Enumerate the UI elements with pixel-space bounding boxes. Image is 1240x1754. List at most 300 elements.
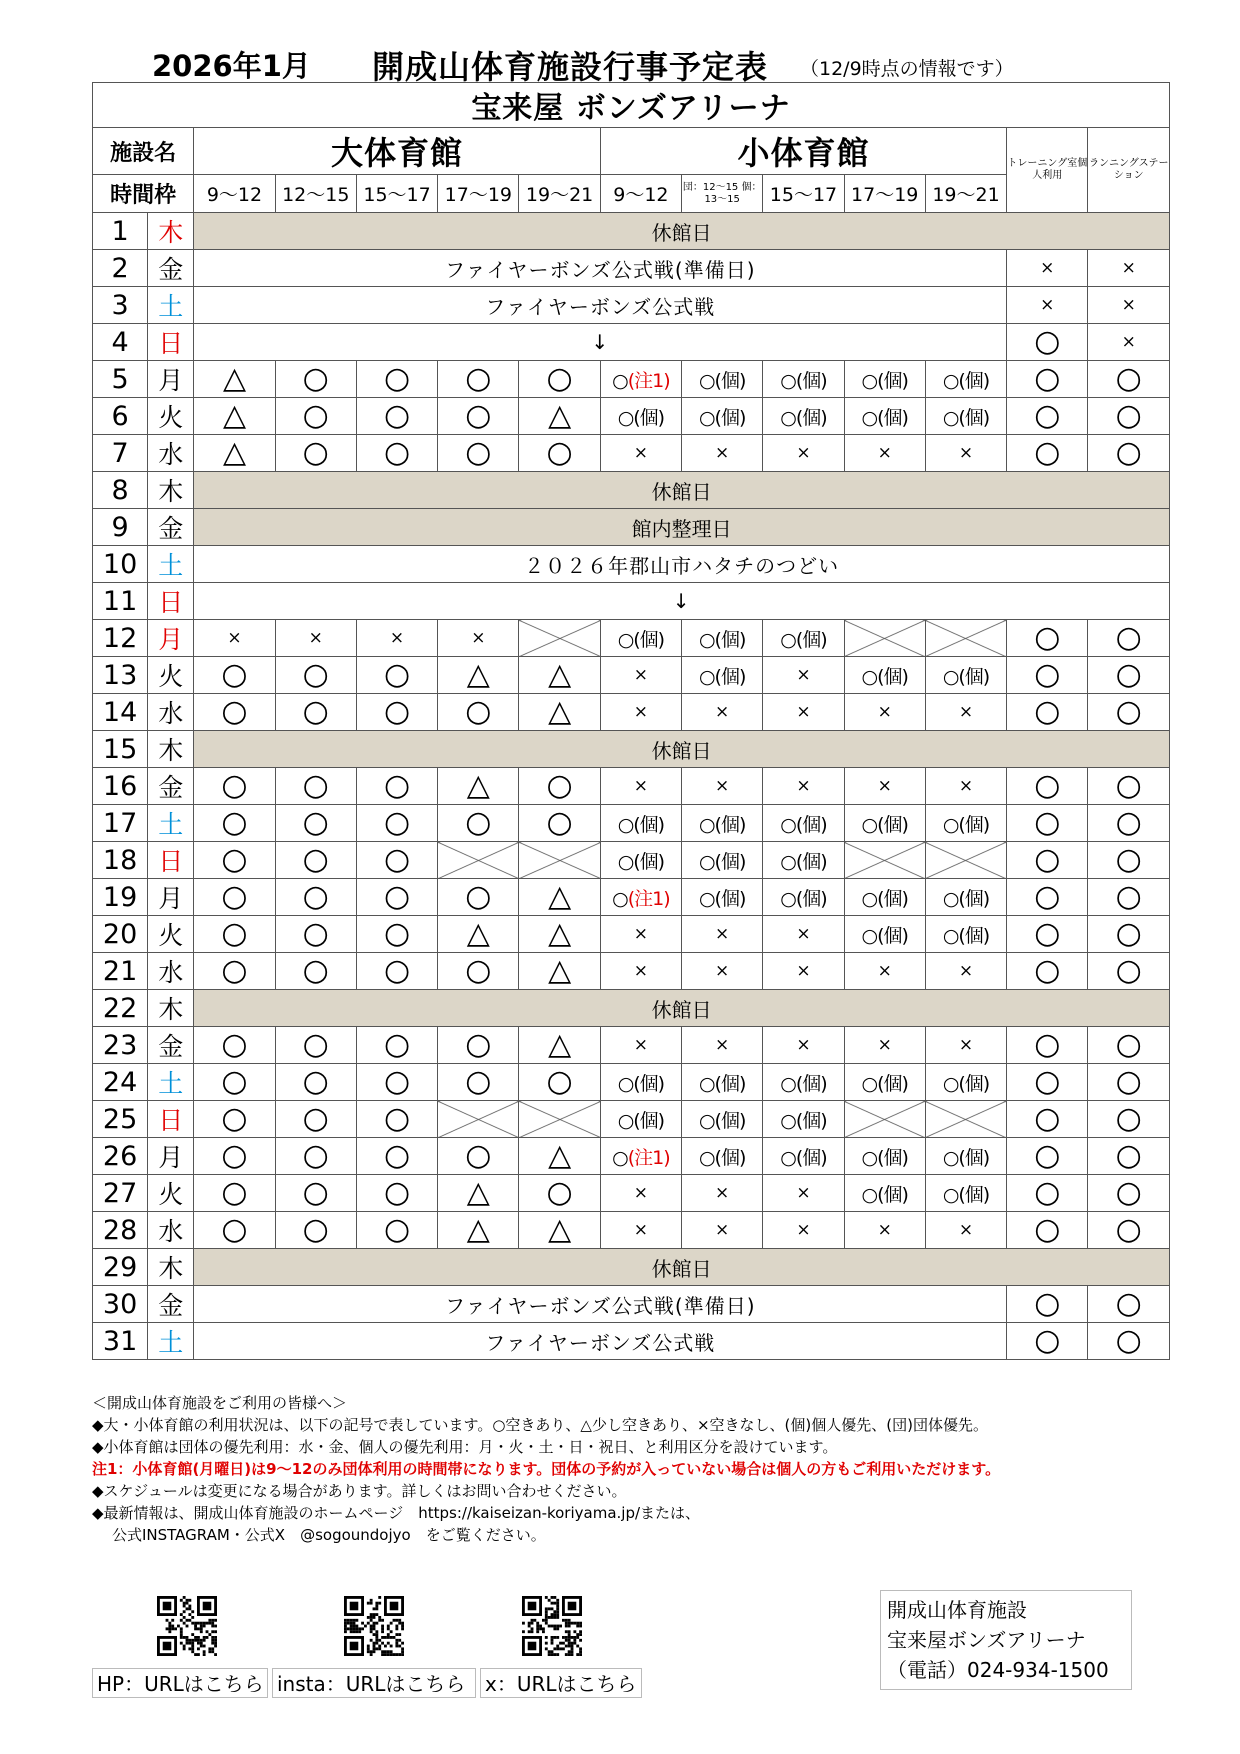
day-of-week: 月 bbox=[148, 620, 194, 657]
day-of-week: 日 bbox=[148, 324, 194, 361]
big-hall-header: 大体育館 bbox=[194, 128, 600, 175]
status-cell: ○(個) bbox=[682, 657, 763, 694]
status-cell: ○ bbox=[356, 1101, 437, 1138]
day-row bbox=[93, 583, 1170, 620]
status-cell: ○ bbox=[194, 768, 275, 805]
status-cell: ○ bbox=[194, 1212, 275, 1249]
day-number: 2 bbox=[93, 250, 148, 287]
day-row bbox=[93, 805, 1170, 842]
status-cell: ○ bbox=[356, 805, 437, 842]
day-row bbox=[93, 953, 1170, 990]
status-cell: ○(個) bbox=[844, 1138, 925, 1175]
status-cell: × bbox=[682, 953, 763, 990]
venue-name: 宝来屋 ボンズアリーナ bbox=[93, 83, 1170, 128]
day-number: 15 bbox=[93, 731, 148, 768]
status-cell: ○ bbox=[194, 1175, 275, 1212]
qr-code-icon bbox=[522, 1596, 582, 1656]
status-cell: ○ bbox=[275, 879, 356, 916]
status-cell: ○ bbox=[275, 435, 356, 472]
unavailable-cell bbox=[844, 620, 925, 657]
day-of-week: 火 bbox=[148, 916, 194, 953]
event-cell: ↓ bbox=[194, 583, 1170, 620]
note-marker: (注1) bbox=[627, 369, 670, 392]
status-cell: ○ bbox=[1007, 953, 1088, 990]
status-cell: ○(個) bbox=[682, 1101, 763, 1138]
status-cell: ○ bbox=[194, 953, 275, 990]
day-of-week: 金 bbox=[148, 768, 194, 805]
status-cell: × bbox=[600, 1212, 681, 1249]
qr-code-insta[interactable] bbox=[344, 1596, 404, 1656]
status-cell: × bbox=[763, 657, 844, 694]
unavailable-cell bbox=[844, 1101, 925, 1138]
notes-heading: ＜開成山体育施設をご利用の皆様へ＞ bbox=[92, 1394, 348, 1412]
unavailable-cell bbox=[925, 1101, 1006, 1138]
status-cell: ○ bbox=[356, 1175, 437, 1212]
status-cell: ○ bbox=[1007, 805, 1088, 842]
day-row bbox=[93, 842, 1170, 879]
small-slot-header: 団：12～15 個：13～15 bbox=[682, 175, 763, 213]
status-cell: ○(個) bbox=[844, 1175, 925, 1212]
status-cell: × bbox=[844, 768, 925, 805]
status-cell: ○ bbox=[1088, 1064, 1170, 1101]
day-number: 28 bbox=[93, 1212, 148, 1249]
notes-line: ◆スケジュールは変更になる場合があります。詳しくはお問い合わせください。 bbox=[92, 1482, 627, 1500]
status-cell: △ bbox=[519, 1027, 600, 1064]
title-main: 開成山体育施設行事予定表 bbox=[372, 48, 769, 86]
status-cell: ○(個) bbox=[682, 1138, 763, 1175]
day-row bbox=[93, 472, 1170, 509]
day-number: 8 bbox=[93, 472, 148, 509]
status-cell: × bbox=[682, 435, 763, 472]
day-row bbox=[93, 287, 1170, 324]
day-number: 3 bbox=[93, 287, 148, 324]
status-cell: ○ bbox=[1007, 324, 1088, 361]
day-number: 23 bbox=[93, 1027, 148, 1064]
status-cell: ○ bbox=[194, 916, 275, 953]
schedule-table bbox=[92, 82, 1170, 1360]
status-cell-note1: ○(注1) bbox=[600, 879, 681, 916]
status-cell: ○ bbox=[356, 694, 437, 731]
day-of-week: 土 bbox=[148, 287, 194, 324]
day-of-week: 月 bbox=[148, 361, 194, 398]
qr-code-hp[interactable] bbox=[157, 1596, 217, 1656]
event-cell: ファイヤーボンズ公式戦 bbox=[194, 287, 1007, 324]
closed-cell: 休館日 bbox=[194, 731, 1170, 768]
day-row bbox=[93, 1286, 1170, 1323]
status-cell: × bbox=[844, 953, 925, 990]
status-cell: ○(個) bbox=[763, 879, 844, 916]
day-number: 1 bbox=[93, 213, 148, 250]
status-cell: ○ bbox=[1007, 916, 1088, 953]
closed-cell: 休館日 bbox=[194, 990, 1170, 1027]
status-cell: ○(個) bbox=[682, 398, 763, 435]
status-cell: △ bbox=[194, 398, 275, 435]
status-cell: ○ bbox=[356, 916, 437, 953]
status-cell: ○ bbox=[275, 1101, 356, 1138]
status-cell: ○ bbox=[275, 657, 356, 694]
day-row bbox=[93, 620, 1170, 657]
status-cell: △ bbox=[438, 1212, 519, 1249]
unavailable-cell bbox=[519, 1101, 600, 1138]
status-cell: × bbox=[682, 768, 763, 805]
status-cell: ○(個) bbox=[682, 879, 763, 916]
status-cell: ○ bbox=[519, 1175, 600, 1212]
day-row bbox=[93, 1064, 1170, 1101]
big-slot-header: 19～21 bbox=[519, 175, 600, 213]
status-cell: × bbox=[844, 435, 925, 472]
status-cell: ○ bbox=[275, 805, 356, 842]
status-cell: ○ bbox=[438, 1138, 519, 1175]
day-of-week: 月 bbox=[148, 879, 194, 916]
status-cell: ○ bbox=[275, 398, 356, 435]
day-row bbox=[93, 1027, 1170, 1064]
status-cell: ○ bbox=[1088, 1286, 1170, 1323]
day-number: 14 bbox=[93, 694, 148, 731]
day-of-week: 水 bbox=[148, 435, 194, 472]
status-cell: × bbox=[600, 694, 681, 731]
status-cell: × bbox=[925, 1212, 1006, 1249]
status-cell: ○ bbox=[275, 842, 356, 879]
status-cell: ○ bbox=[1007, 1212, 1088, 1249]
day-of-week: 月 bbox=[148, 1138, 194, 1175]
time-label: 時間枠 bbox=[93, 175, 194, 213]
status-cell: ○ bbox=[519, 805, 600, 842]
status-cell: × bbox=[682, 1175, 763, 1212]
status-cell: ○ bbox=[1088, 768, 1170, 805]
status-cell: ○ bbox=[1007, 1027, 1088, 1064]
day-number: 11 bbox=[93, 583, 148, 620]
status-cell: ○(個) bbox=[600, 620, 681, 657]
status-cell: ○ bbox=[275, 1212, 356, 1249]
status-cell: ○(個) bbox=[763, 620, 844, 657]
status-cell: ○(個) bbox=[925, 1175, 1006, 1212]
status-cell: △ bbox=[438, 916, 519, 953]
closed-cell: 休館日 bbox=[194, 472, 1170, 509]
status-cell: ○(個) bbox=[763, 1064, 844, 1101]
status-cell: △ bbox=[194, 361, 275, 398]
status-cell: ○ bbox=[1007, 768, 1088, 805]
day-of-week: 火 bbox=[148, 1175, 194, 1212]
day-row bbox=[93, 546, 1170, 583]
status-cell: ○ bbox=[194, 1138, 275, 1175]
status-cell: × bbox=[844, 1027, 925, 1064]
status-cell: ○ bbox=[1007, 361, 1088, 398]
status-cell: ○ bbox=[1088, 1175, 1170, 1212]
status-cell: ○ bbox=[194, 879, 275, 916]
day-row bbox=[93, 1175, 1170, 1212]
day-number: 20 bbox=[93, 916, 148, 953]
status-cell: ○ bbox=[356, 1212, 437, 1249]
unavailable-cell bbox=[438, 842, 519, 879]
status-cell: △ bbox=[194, 435, 275, 472]
contact-phone: （電話）024-934-1500 bbox=[887, 1658, 1109, 1682]
status-cell: ○ bbox=[275, 1175, 356, 1212]
qr-label-insta[interactable]: insta：URLはこちら bbox=[272, 1668, 476, 1698]
title-month: 2026年1月 bbox=[152, 49, 311, 83]
day-number: 18 bbox=[93, 842, 148, 879]
small-slot-header: 17～19 bbox=[844, 175, 925, 213]
day-of-week: 金 bbox=[148, 1286, 194, 1323]
unavailable-cell bbox=[925, 842, 1006, 879]
event-cell: ファイヤーボンズ公式戦(準備日) bbox=[194, 250, 1007, 287]
status-cell: ○(個) bbox=[844, 879, 925, 916]
day-number: 9 bbox=[93, 509, 148, 546]
day-row bbox=[93, 1249, 1170, 1286]
day-of-week: 土 bbox=[148, 1064, 194, 1101]
status-cell: ○(個) bbox=[925, 805, 1006, 842]
status-cell: × bbox=[600, 657, 681, 694]
status-cell: ○ bbox=[1088, 657, 1170, 694]
status-cell: ○ bbox=[356, 361, 437, 398]
status-cell: × bbox=[925, 768, 1006, 805]
status-cell: △ bbox=[519, 953, 600, 990]
day-of-week: 木 bbox=[148, 990, 194, 1027]
day-number: 6 bbox=[93, 398, 148, 435]
status-cell: ○ bbox=[1007, 1323, 1088, 1360]
day-number: 21 bbox=[93, 953, 148, 990]
notes-line-social: 公式INSTAGRAM・公式X @sogoundojyo をご覧ください。 bbox=[112, 1526, 546, 1544]
day-of-week: 水 bbox=[148, 1212, 194, 1249]
status-cell: ○ bbox=[275, 916, 356, 953]
status-cell: × bbox=[600, 1175, 681, 1212]
big-slot-header: 17～19 bbox=[438, 175, 519, 213]
day-number: 16 bbox=[93, 768, 148, 805]
day-row bbox=[93, 990, 1170, 1027]
day-number: 30 bbox=[93, 1286, 148, 1323]
small-hall-header: 小体育館 bbox=[600, 128, 1006, 175]
event-cell: ファイヤーボンズ公式戦 bbox=[194, 1323, 1007, 1360]
status-cell: ○ bbox=[1007, 1138, 1088, 1175]
day-number: 31 bbox=[93, 1323, 148, 1360]
day-number: 29 bbox=[93, 1249, 148, 1286]
status-cell: × bbox=[925, 1027, 1006, 1064]
status-cell: △ bbox=[438, 768, 519, 805]
status-cell: × bbox=[1088, 324, 1170, 361]
status-cell: ○ bbox=[275, 694, 356, 731]
status-cell: ○ bbox=[1007, 842, 1088, 879]
status-cell: ○ bbox=[275, 1138, 356, 1175]
status-cell: ○ bbox=[356, 398, 437, 435]
status-cell: ○ bbox=[1088, 1323, 1170, 1360]
status-cell: ○ bbox=[356, 435, 437, 472]
status-cell: ○(個) bbox=[925, 916, 1006, 953]
event-cell: ↓ bbox=[194, 324, 1007, 361]
day-of-week: 金 bbox=[148, 250, 194, 287]
day-row bbox=[93, 509, 1170, 546]
status-cell: △ bbox=[519, 916, 600, 953]
contact-box bbox=[880, 1590, 1132, 1690]
status-cell: × bbox=[194, 620, 275, 657]
status-cell: × bbox=[844, 694, 925, 731]
status-cell: △ bbox=[519, 1138, 600, 1175]
status-cell: ○ bbox=[194, 1064, 275, 1101]
status-cell-note1: ○(注1) bbox=[600, 361, 681, 398]
page-title bbox=[0, 40, 1240, 84]
status-cell: ○(個) bbox=[763, 805, 844, 842]
small-slot-header: 15～17 bbox=[763, 175, 844, 213]
status-cell: × bbox=[1088, 250, 1170, 287]
status-cell: × bbox=[925, 694, 1006, 731]
notes-section bbox=[92, 1392, 1212, 1546]
status-cell: × bbox=[682, 1027, 763, 1064]
status-cell: ○ bbox=[1088, 805, 1170, 842]
status-cell: ○ bbox=[194, 1027, 275, 1064]
day-of-week: 日 bbox=[148, 583, 194, 620]
day-of-week: 日 bbox=[148, 1101, 194, 1138]
day-row bbox=[93, 361, 1170, 398]
day-row bbox=[93, 731, 1170, 768]
status-cell: △ bbox=[519, 1212, 600, 1249]
status-cell: × bbox=[600, 1027, 681, 1064]
status-cell: ○ bbox=[1088, 361, 1170, 398]
status-cell: × bbox=[763, 694, 844, 731]
status-cell: ○ bbox=[1088, 842, 1170, 879]
day-row bbox=[93, 916, 1170, 953]
status-cell: ○(個) bbox=[682, 361, 763, 398]
status-cell: ○(個) bbox=[763, 398, 844, 435]
unavailable-cell bbox=[844, 842, 925, 879]
day-row bbox=[93, 694, 1170, 731]
qr-code-icon bbox=[344, 1596, 404, 1656]
qr-label-hp[interactable]: HP：URLはこちら bbox=[92, 1668, 268, 1698]
unavailable-cell bbox=[438, 1101, 519, 1138]
day-row bbox=[93, 324, 1170, 361]
status-cell: ○(個) bbox=[763, 842, 844, 879]
qr-code-x[interactable] bbox=[522, 1596, 582, 1656]
status-cell: ○ bbox=[1088, 435, 1170, 472]
status-cell: ○ bbox=[1007, 435, 1088, 472]
status-cell: × bbox=[763, 435, 844, 472]
status-cell: △ bbox=[438, 657, 519, 694]
status-cell: × bbox=[763, 1027, 844, 1064]
day-number: 10 bbox=[93, 546, 148, 583]
status-cell: △ bbox=[519, 879, 600, 916]
day-of-week: 土 bbox=[148, 546, 194, 583]
status-cell: ○ bbox=[356, 657, 437, 694]
day-number: 24 bbox=[93, 1064, 148, 1101]
day-of-week: 木 bbox=[148, 1249, 194, 1286]
status-cell: × bbox=[844, 1212, 925, 1249]
status-cell: ○ bbox=[356, 953, 437, 990]
big-slot-header: 15～17 bbox=[356, 175, 437, 213]
status-cell: ○ bbox=[438, 694, 519, 731]
status-cell: × bbox=[1007, 287, 1088, 324]
status-cell: ○ bbox=[356, 1027, 437, 1064]
status-cell: ○ bbox=[519, 1064, 600, 1101]
contact-facility: 開成山体育施設 bbox=[887, 1598, 1027, 1622]
status-cell: ○(個) bbox=[763, 361, 844, 398]
status-cell: ○ bbox=[1088, 916, 1170, 953]
day-row bbox=[93, 768, 1170, 805]
status-cell: ○ bbox=[356, 1138, 437, 1175]
status-cell: × bbox=[600, 768, 681, 805]
day-of-week: 水 bbox=[148, 953, 194, 990]
status-cell: ○ bbox=[519, 435, 600, 472]
day-of-week: 日 bbox=[148, 842, 194, 879]
day-row bbox=[93, 1101, 1170, 1138]
notes-line-note1: 注1：小体育館(月曜日)は9～12のみ団体利用の時間帯になります。団体の予約が入っていない場合は個人の方もご利用いただけます。 bbox=[92, 1460, 1001, 1478]
status-cell: ○(個) bbox=[763, 1138, 844, 1175]
status-cell: × bbox=[1088, 287, 1170, 324]
status-cell: × bbox=[925, 435, 1006, 472]
day-of-week: 火 bbox=[148, 657, 194, 694]
day-number: 19 bbox=[93, 879, 148, 916]
status-cell: × bbox=[682, 694, 763, 731]
status-cell: × bbox=[275, 620, 356, 657]
status-cell: ○ bbox=[1088, 1212, 1170, 1249]
status-cell: ○ bbox=[438, 398, 519, 435]
event-cell: ファイヤーボンズ公式戦(準備日) bbox=[194, 1286, 1007, 1323]
day-row bbox=[93, 398, 1170, 435]
closed-cell: 休館日 bbox=[194, 1249, 1170, 1286]
status-cell: ○ bbox=[1007, 620, 1088, 657]
status-cell: ○ bbox=[194, 842, 275, 879]
status-cell: ○ bbox=[1007, 398, 1088, 435]
status-cell: ○ bbox=[1007, 694, 1088, 731]
status-cell: ○(個) bbox=[844, 805, 925, 842]
day-of-week: 木 bbox=[148, 213, 194, 250]
closed-cell: 休館日 bbox=[194, 213, 1170, 250]
status-cell: ○ bbox=[275, 768, 356, 805]
status-cell: ○(個) bbox=[844, 657, 925, 694]
big-slot-header: 9～12 bbox=[194, 175, 275, 213]
day-number: 7 bbox=[93, 435, 148, 472]
status-cell: ○(個) bbox=[844, 1064, 925, 1101]
status-cell: ○ bbox=[356, 879, 437, 916]
status-cell: ○ bbox=[519, 768, 600, 805]
status-cell: ○(個) bbox=[682, 1064, 763, 1101]
status-cell: ○ bbox=[275, 361, 356, 398]
status-cell: ○ bbox=[1007, 1175, 1088, 1212]
status-cell: ○ bbox=[1088, 879, 1170, 916]
status-cell: ○ bbox=[1088, 1101, 1170, 1138]
status-cell: ○(個) bbox=[925, 657, 1006, 694]
day-row bbox=[93, 213, 1170, 250]
status-cell: × bbox=[682, 1212, 763, 1249]
notes-line-homepage: ◆最新情報は、開成山体育施設のホームページ https://kaiseizan-koriyama.jp/または、 bbox=[92, 1504, 701, 1522]
status-cell: ○ bbox=[194, 805, 275, 842]
status-cell: ○(個) bbox=[925, 398, 1006, 435]
status-cell: × bbox=[600, 916, 681, 953]
qr-label-x[interactable]: x：URLはこちら bbox=[480, 1668, 642, 1698]
contact-venue: 宝来屋ボンズアリーナ bbox=[887, 1628, 1086, 1652]
day-row bbox=[93, 435, 1170, 472]
status-cell: △ bbox=[438, 1175, 519, 1212]
day-row bbox=[93, 879, 1170, 916]
status-cell: ○ bbox=[194, 657, 275, 694]
status-cell: ○(個) bbox=[925, 879, 1006, 916]
status-cell: ○ bbox=[275, 953, 356, 990]
day-of-week: 水 bbox=[148, 694, 194, 731]
notes-line: ◆大・小体育館の利用状況は、以下の記号で表しています。○空きあり、△少し空きあり、×空きなし、(個)個人優先、(団)団体優先。 bbox=[92, 1416, 988, 1434]
status-cell: ○ bbox=[1088, 953, 1170, 990]
day-of-week: 金 bbox=[148, 1027, 194, 1064]
small-slot-header: 19～21 bbox=[925, 175, 1006, 213]
status-cell: × bbox=[763, 1212, 844, 1249]
day-row bbox=[93, 1212, 1170, 1249]
title-note: （12/9時点の情報です） bbox=[800, 58, 1014, 80]
status-cell: ○ bbox=[438, 953, 519, 990]
unavailable-cell bbox=[519, 842, 600, 879]
status-cell: ○ bbox=[356, 1064, 437, 1101]
status-cell: ○ bbox=[438, 361, 519, 398]
status-cell: × bbox=[1007, 250, 1088, 287]
day-of-week: 木 bbox=[148, 472, 194, 509]
day-of-week: 土 bbox=[148, 805, 194, 842]
status-cell: ○(個) bbox=[844, 361, 925, 398]
day-of-week: 金 bbox=[148, 509, 194, 546]
status-cell: ○ bbox=[194, 694, 275, 731]
